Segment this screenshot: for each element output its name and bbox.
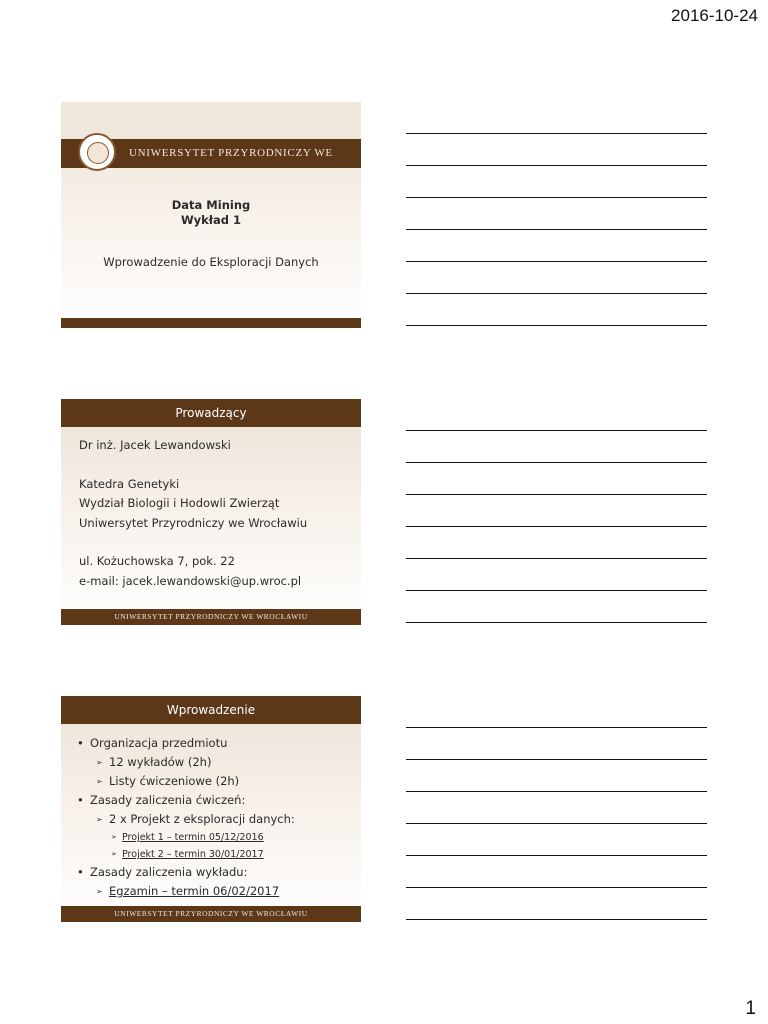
note-line	[406, 824, 707, 856]
list-item	[75, 829, 295, 846]
slide-3-introduction	[61, 696, 361, 922]
page-number: 1	[745, 998, 756, 1019]
note-line	[406, 102, 707, 134]
note-line	[406, 696, 707, 728]
note-line	[406, 294, 707, 326]
note-line	[406, 262, 707, 294]
slide-title: Prowadzący	[61, 399, 361, 427]
project-2-deadline: Projekt 2 – termin 30/01/2017	[122, 849, 264, 860]
note-line	[406, 134, 707, 166]
note-line	[406, 792, 707, 824]
university: Uniwersytet Przyrodniczy we Wrocławiu	[79, 515, 308, 530]
note-line	[406, 495, 707, 527]
print-date: 2016-10-24	[671, 6, 758, 25]
list-item: • Zasady zaliczenia ćwiczeń:	[75, 791, 295, 810]
slide-top-band	[61, 102, 361, 139]
email: e-mail: jacek.lewandowski@up.wroc.pl	[79, 573, 302, 588]
list-item	[75, 846, 295, 863]
lecture-title	[61, 198, 361, 228]
course-title: Data Mining	[171, 198, 251, 212]
university-seal-icon	[78, 133, 116, 171]
notes-lines-3	[406, 696, 707, 920]
list-item	[75, 882, 295, 901]
lecturer-info	[79, 436, 307, 591]
note-line	[406, 728, 707, 760]
notes-lines-2	[406, 399, 707, 623]
note-line	[406, 760, 707, 792]
university-name: UNIWERSYTET PRZYRODNICZY WE WROCŁAWIU	[129, 147, 333, 188]
lecturer-name: Dr inż. Jacek Lewandowski	[79, 438, 231, 452]
lecture-number: Wykład 1	[180, 213, 242, 227]
list-item: ➢ 12 wykładów (2h)	[75, 753, 295, 772]
slide-footer: UNIWERSYTET PRZYRODNICZY WE WROCŁAWIU	[61, 906, 361, 922]
note-line	[406, 198, 707, 230]
slide-1-title	[61, 102, 361, 328]
bullet-list	[75, 734, 295, 901]
lecture-subtitle: Wprowadzenie do Eksploracji Danych	[103, 255, 319, 269]
note-line	[406, 888, 707, 920]
slide-bottom-band	[61, 318, 361, 328]
list-item: ➢ 2 x Projekt z eksploracji danych:	[75, 810, 295, 829]
note-line	[406, 230, 707, 262]
note-line	[406, 591, 707, 623]
note-line	[406, 166, 707, 198]
note-line	[406, 559, 707, 591]
note-line	[406, 856, 707, 888]
note-line	[406, 527, 707, 559]
slide-2-lecturer	[61, 399, 361, 625]
notes-lines-1	[406, 102, 707, 326]
note-line	[406, 431, 707, 463]
list-item: • Organizacja przedmiotu	[75, 734, 295, 753]
list-item: • Zasady zaliczenia wykładu:	[75, 863, 295, 882]
project-1-deadline: Projekt 1 – termin 05/12/2016	[122, 832, 264, 843]
exam-deadline: Egzamin – termin 06/02/2017	[109, 884, 280, 898]
note-line	[406, 463, 707, 495]
faculty: Wydział Biologii i Hodowli Zwierząt	[79, 496, 280, 510]
list-item: ➢ Listy ćwiczeniowe (2h)	[75, 772, 295, 791]
slide-title: Wprowadzenie	[61, 696, 361, 724]
note-line	[406, 399, 707, 431]
department: Katedra Genetyki	[79, 476, 180, 491]
address: ul. Kożuchowska 7, pok. 22	[79, 554, 235, 568]
slide-footer: UNIWERSYTET PRZYRODNICZY WE WROCŁAWIU	[61, 609, 361, 625]
